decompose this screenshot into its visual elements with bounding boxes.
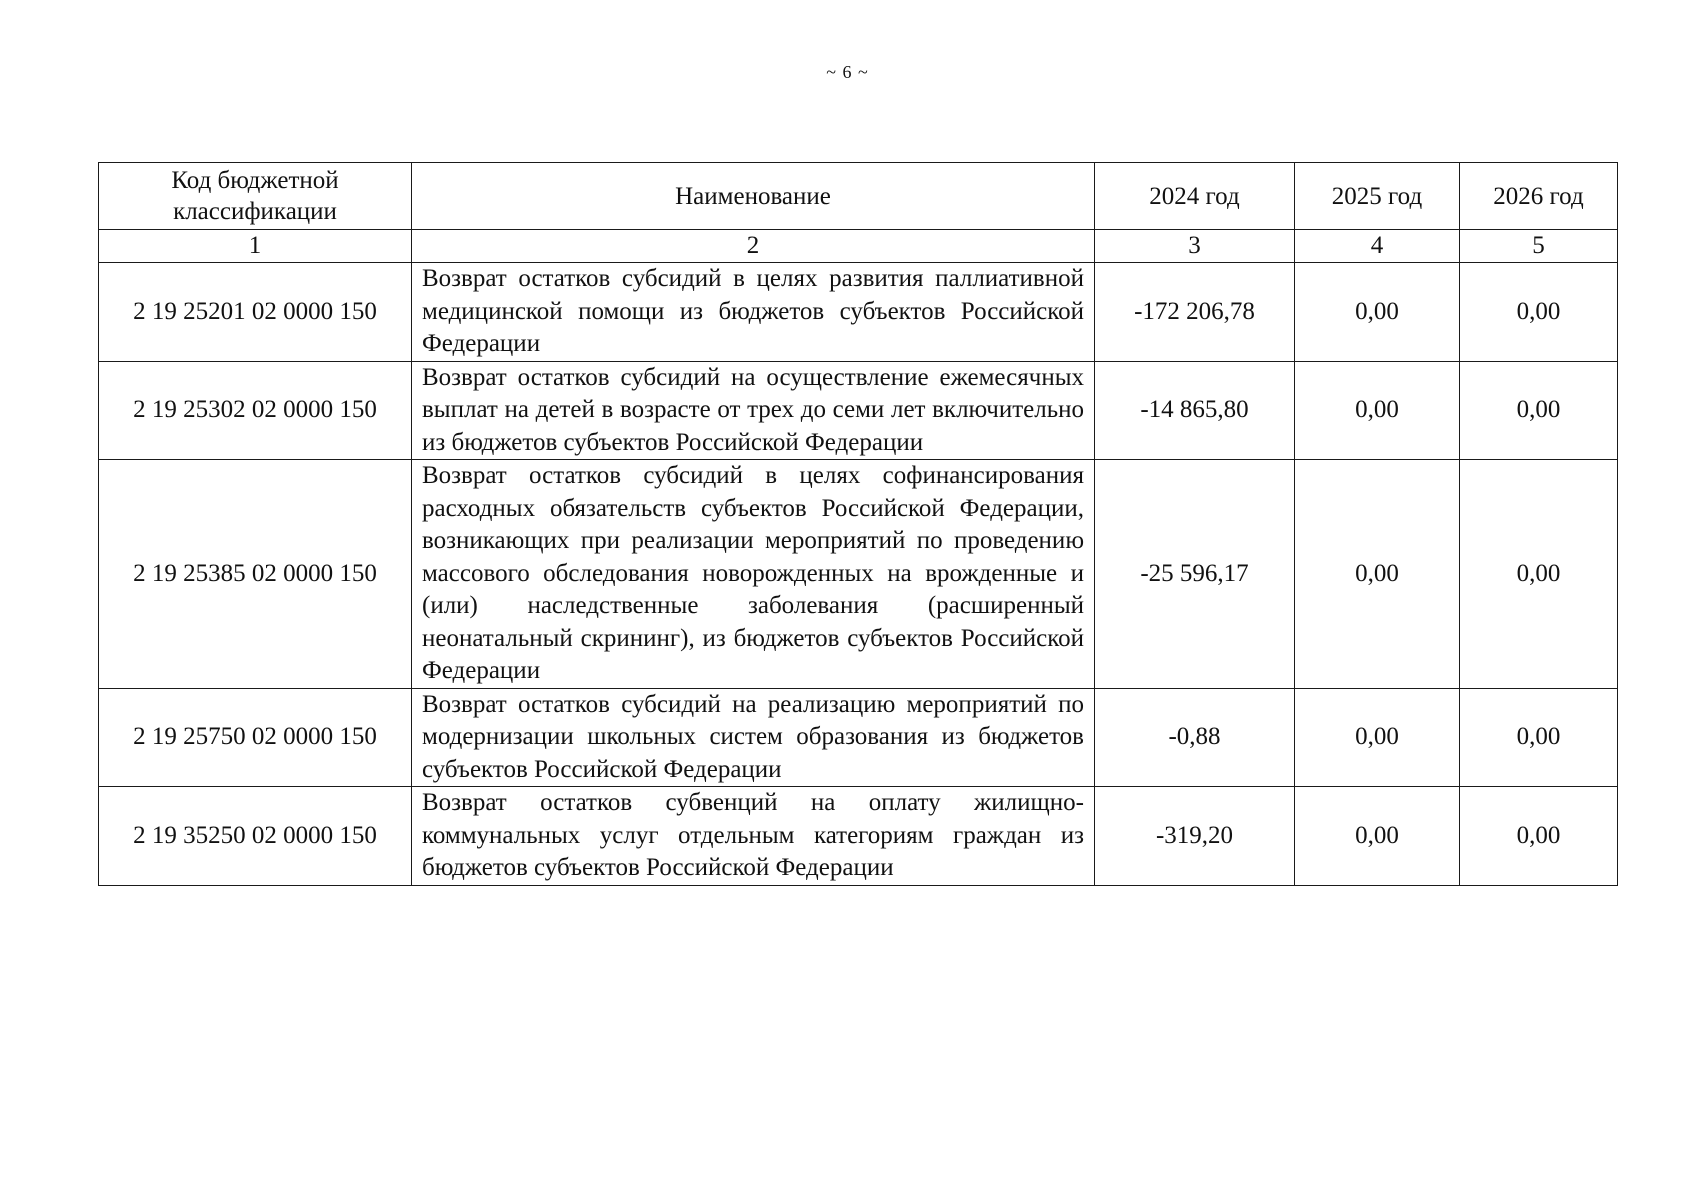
header-name: Наименование — [412, 163, 1095, 230]
code-cell: 2 19 25201 02 0000 150 — [99, 263, 412, 362]
header-year-2025: 2025 год — [1295, 163, 1460, 230]
table-row — [99, 688, 1618, 787]
page-number: ~ 6 ~ — [826, 62, 869, 82]
code-cell: 2 19 35250 02 0000 150 — [99, 787, 412, 886]
amount-2025-cell: 0,00 — [1295, 688, 1460, 787]
amount-2026-cell: 0,00 — [1460, 460, 1618, 689]
column-number: 2 — [412, 230, 1095, 263]
amount-2026-cell: 0,00 — [1460, 688, 1618, 787]
header-year-2024: 2024 год — [1095, 163, 1295, 230]
name-cell: Возврат остатков субсидий в целях софинансирования расходных обязательств субъектов Российской Федерации, возникающих при реализации мероприятий по проведению массового обследования новорожденных на врожденные и (или) наследственные заболевания (расширенный неонатальный скрининг), из бюджетов субъектов Российской Федерации — [412, 460, 1095, 689]
amount-2025-cell: 0,00 — [1295, 263, 1460, 362]
name-cell: Возврат остатков субсидий на реализацию мероприятий по модернизации школьных систем образования из бюджетов субъектов Российской Федерации — [412, 688, 1095, 787]
amount-2024-cell: -172 206,78 — [1095, 263, 1295, 362]
amount-2025-cell: 0,00 — [1295, 787, 1460, 886]
name-cell: Возврат остатков субсидий в целях развития паллиативной медицинской помощи из бюджетов субъектов Российской Федерации — [412, 263, 1095, 362]
column-number: 3 — [1095, 230, 1295, 263]
table-row — [99, 361, 1618, 460]
amount-2026-cell: 0,00 — [1460, 361, 1618, 460]
amount-2024-cell: -25 596,17 — [1095, 460, 1295, 689]
amount-2025-cell: 0,00 — [1295, 460, 1460, 689]
name-cell: Возврат остатков субсидий на осуществление ежемесячных выплат на детей в возрасте от трех до семи лет включительно из бюджетов субъектов Российской Федерации — [412, 361, 1095, 460]
name-cell: Возврат остатков субвенций на оплату жилищно-коммунальных услуг отдельным категориям граждан из бюджетов субъектов Российской Федерации — [412, 787, 1095, 886]
code-cell: 2 19 25302 02 0000 150 — [99, 361, 412, 460]
header-code: Код бюджетной классификации — [99, 163, 412, 230]
amount-2024-cell: -319,20 — [1095, 787, 1295, 886]
amount-2026-cell: 0,00 — [1460, 263, 1618, 362]
amount-2025-cell: 0,00 — [1295, 361, 1460, 460]
amount-2026-cell: 0,00 — [1460, 787, 1618, 886]
budget-table — [98, 162, 1618, 886]
column-number-row — [99, 230, 1618, 263]
amount-2024-cell: -14 865,80 — [1095, 361, 1295, 460]
table-row — [99, 787, 1618, 886]
column-number: 4 — [1295, 230, 1460, 263]
table-row — [99, 460, 1618, 689]
amount-2024-cell: -0,88 — [1095, 688, 1295, 787]
table-header-row — [99, 163, 1618, 230]
header-year-2026: 2026 год — [1460, 163, 1618, 230]
code-cell: 2 19 25750 02 0000 150 — [99, 688, 412, 787]
code-cell: 2 19 25385 02 0000 150 — [99, 460, 412, 689]
column-number: 1 — [99, 230, 412, 263]
column-number: 5 — [1460, 230, 1618, 263]
table-row — [99, 263, 1618, 362]
